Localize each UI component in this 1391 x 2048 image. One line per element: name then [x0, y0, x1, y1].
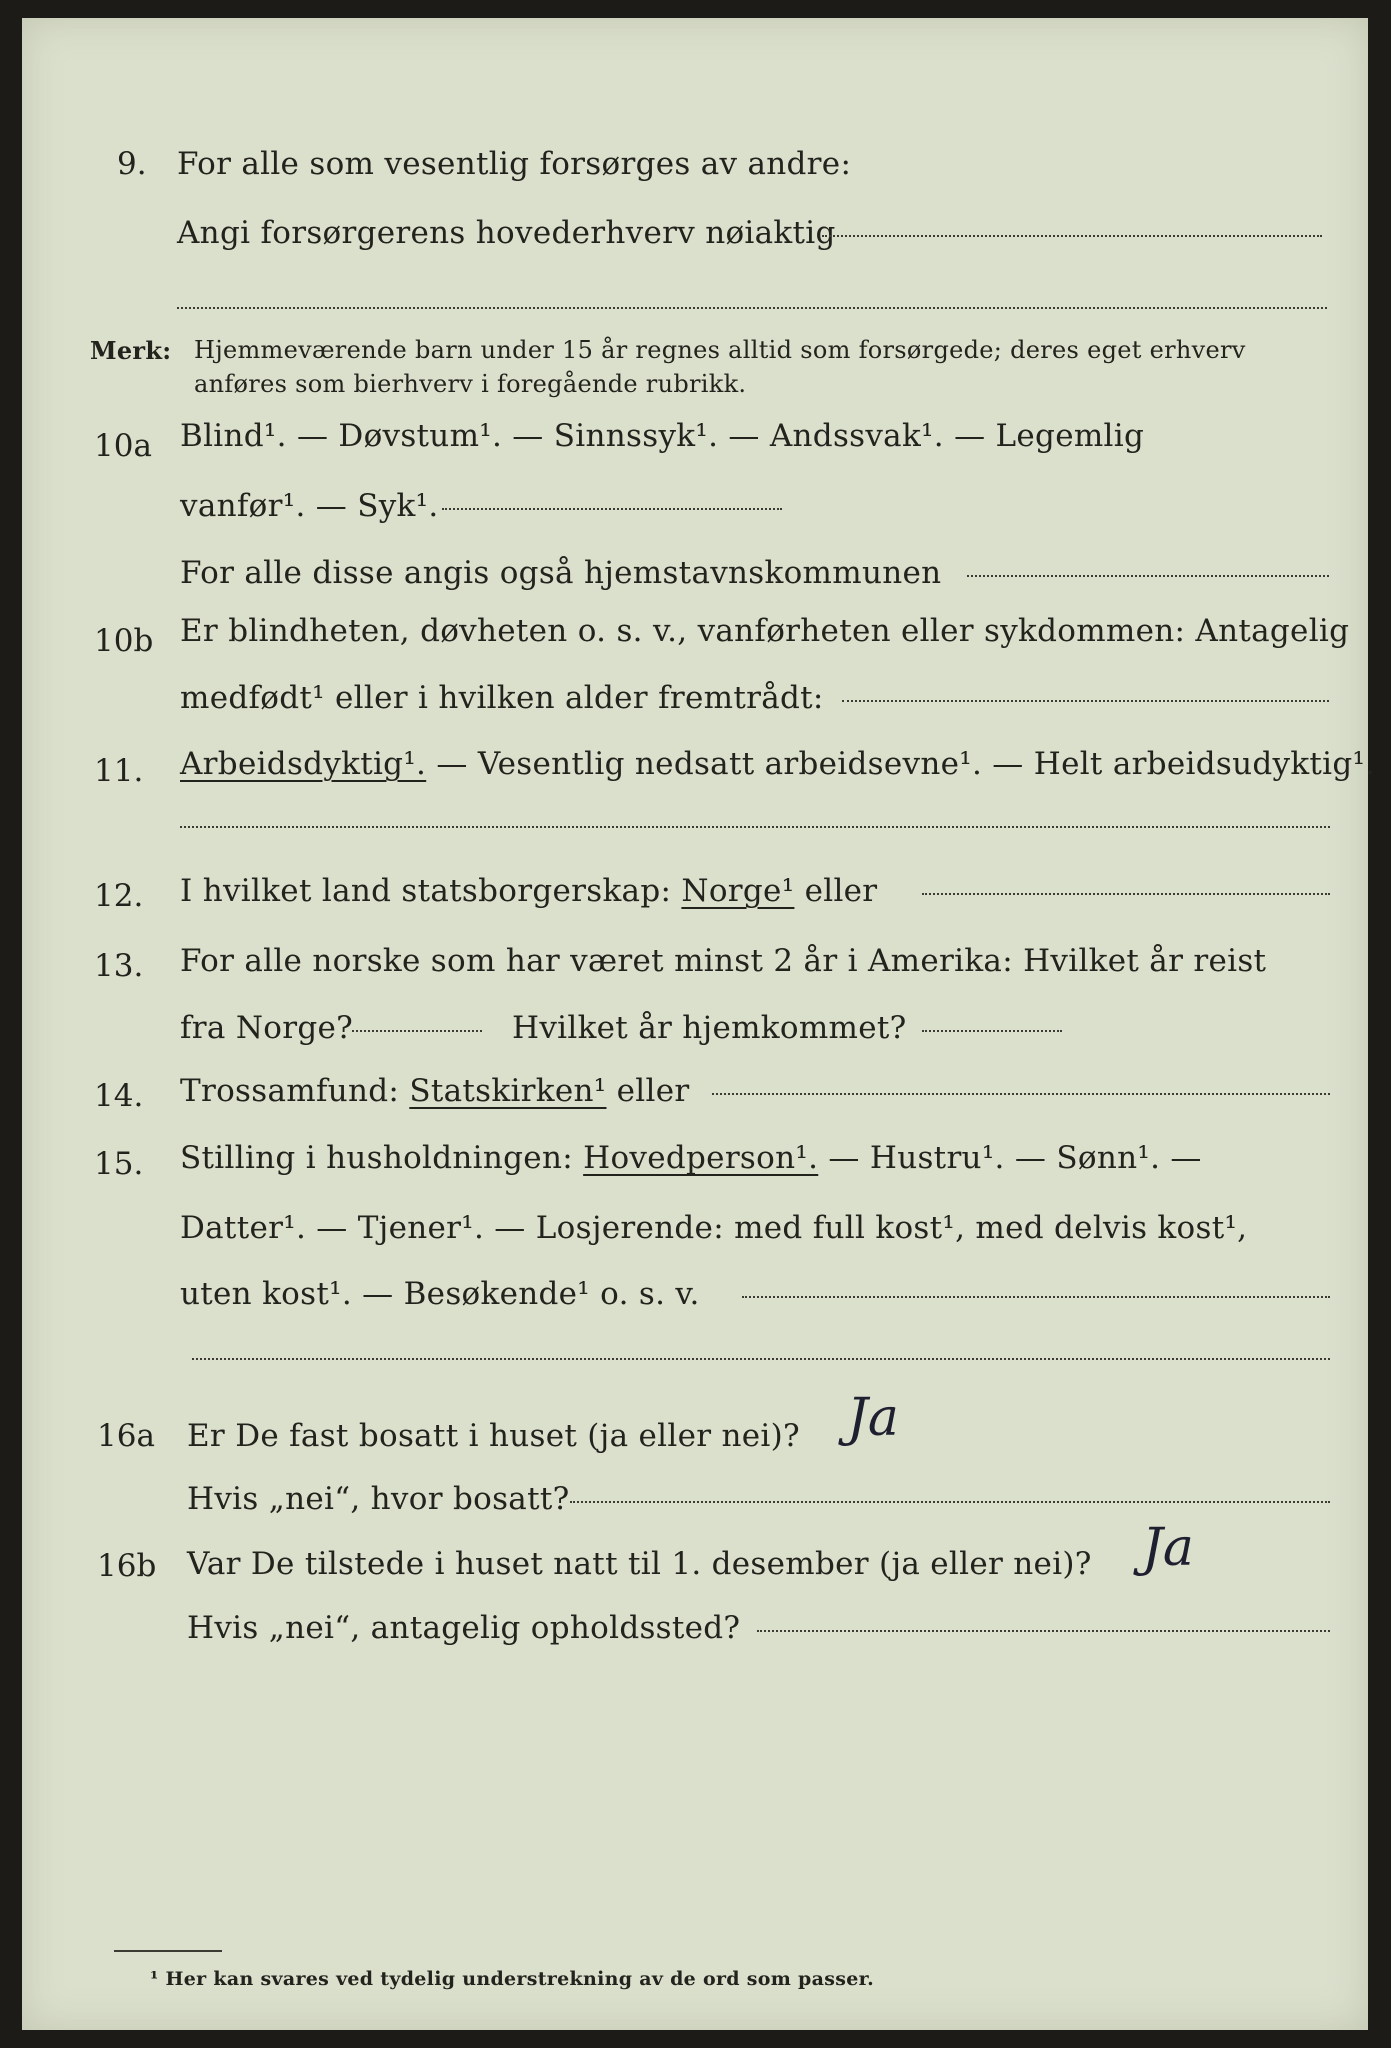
question-15-extra-line: [192, 1358, 1330, 1360]
question-11-number: 11.: [94, 753, 144, 789]
question-12-answer-line: [922, 893, 1330, 895]
question-13-line-2b: Hvilket år hjemkommet?: [512, 1010, 907, 1046]
question-13-return-line: [922, 1030, 1062, 1032]
question-16a-answer-line: [570, 1501, 1330, 1503]
question-14-number: 14.: [94, 1078, 144, 1114]
question-16b-line-1: Var De tilstede i huset natt til 1. desember (ja eller nei)?: [187, 1546, 1092, 1582]
question-16a-line-1: Er De fast bosatt i huset (ja eller nei)?: [187, 1418, 800, 1454]
question-10a-line-3: For alle disse angis også hjemstavnskommunen: [180, 555, 942, 591]
question-15-line-1: [180, 1140, 1202, 1176]
footnote-separator: [114, 1950, 222, 1952]
census-form-page: [22, 18, 1376, 2030]
note-label: Merk:: [90, 336, 172, 365]
option-hovedperson: Hovedperson¹.: [583, 1140, 819, 1176]
question-12-number: 12.: [94, 878, 144, 914]
question-15-answer-line: [742, 1296, 1330, 1298]
question-11-text: [180, 746, 1375, 782]
option-statskirken: Statskirken¹: [409, 1073, 607, 1109]
question-9-line-1: For alle som vesentlig forsørges av andre:: [177, 146, 852, 182]
question-14-else: eller: [616, 1073, 690, 1109]
question-16b-handwritten-answer: Ja: [1142, 1518, 1194, 1578]
note-line-1: Hjemmeværende barn under 15 år regnes alltid som forsørgede; deres eget erhverv: [194, 336, 1246, 364]
question-13-number: 13.: [94, 948, 144, 984]
question-10a-municipality-line: [967, 575, 1329, 577]
question-14-text: [180, 1073, 690, 1109]
question-14-prompt: Trossamfund:: [180, 1073, 400, 1109]
question-16a-handwritten-answer: Ja: [847, 1388, 899, 1448]
question-12-else: eller: [804, 873, 878, 909]
question-16a-number: 16a: [97, 1418, 155, 1454]
question-15-line-3: uten kost¹. — Besøkende¹ o. s. v.: [180, 1276, 700, 1312]
question-10b-line-2: medfødt¹ eller i hvilken alder fremtrådt:: [180, 680, 824, 716]
question-10b-line-1: Er blindheten, døvheten o. s. v., vanførheten eller sykdommen: Antagelig: [180, 613, 1350, 649]
question-12-prompt: I hvilket land statsborgerskap:: [180, 873, 672, 909]
question-16a-line-2: Hvis „nei“, hvor bosatt?: [187, 1481, 570, 1517]
option-arbeidsdyktig: Arbeidsdyktig¹.: [180, 746, 427, 782]
note-line-2: anføres som bierhverv i foregående rubrikk.: [194, 370, 747, 398]
question-15-other-options: — Hustru¹. — Sønn¹. —: [828, 1140, 1202, 1176]
question-9-line-2: Angi forsørgerens hovederhverv nøiaktig: [177, 215, 836, 251]
question-10b-answer-line: [842, 700, 1329, 702]
option-norge: Norge¹: [681, 873, 795, 909]
question-12-text: [180, 873, 877, 909]
question-15-prompt: Stilling i husholdningen:: [180, 1140, 573, 1176]
question-13-departure-line: [352, 1030, 482, 1032]
question-10a-line-1: Blind¹. — Døvstum¹. — Sinnssyk¹. — Andssvak¹. — Legemlig: [180, 418, 1145, 454]
question-10a-line-2: vanfør¹. — Syk¹.: [180, 488, 439, 524]
footnote: ¹ Her kan svares ved tydelig understrekning av de ord som passer.: [150, 1968, 875, 1990]
question-11-extra-line: [180, 826, 1330, 828]
question-10a-number: 10a: [94, 428, 152, 464]
question-15-line-2: Datter¹. — Tjener¹. — Losjerende: med full kost¹, med delvis kost¹,: [180, 1210, 1248, 1246]
question-16b-number: 16b: [97, 1548, 157, 1584]
question-11-other-options: — Vesentlig nedsatt arbeidsevne¹. — Helt arbeidsudyktig¹.: [436, 746, 1376, 782]
question-10a-answer-line: [442, 508, 782, 510]
question-16b-line-2: Hvis „nei“, antagelig opholdssted?: [187, 1610, 741, 1646]
question-13-line-1: For alle norske som har været minst 2 år i Amerika: Hvilket år reist: [180, 943, 1267, 979]
question-13-line-2a: fra Norge?: [180, 1010, 354, 1046]
question-9-extra-line: [177, 307, 1327, 309]
question-9-number: 9.: [117, 146, 147, 182]
question-9-answer-line: [822, 235, 1322, 237]
question-15-number: 15.: [94, 1146, 144, 1182]
question-14-answer-line: [712, 1093, 1330, 1095]
question-16b-answer-line: [757, 1630, 1330, 1632]
question-10b-number: 10b: [94, 623, 154, 659]
